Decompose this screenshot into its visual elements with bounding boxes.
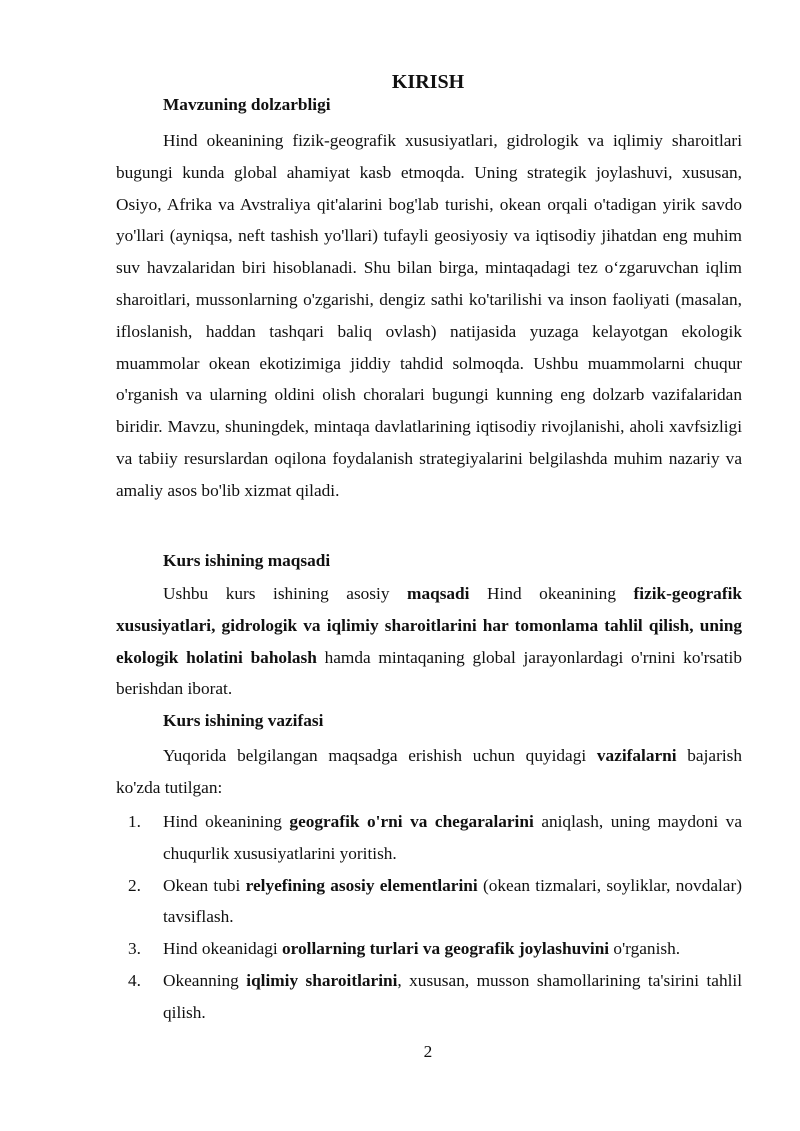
list-item-text: [163, 806, 742, 870]
list-item: [120, 870, 742, 934]
tasks-intro-text-2: bajarish ko'zda tutilgan:: [116, 746, 742, 797]
goal-heading: Kurs ishining maqsadi: [163, 551, 331, 570]
task-3-bold: orollarning turlari va geografik joylashuvini: [282, 939, 610, 959]
tasks-intro-bold: vazifalarni: [596, 746, 677, 765]
list-item: [120, 933, 742, 965]
list-item-number: 1.: [128, 812, 141, 831]
tasks-intro-paragraph: [116, 740, 742, 804]
task-3-pre: Hind okeanidagi: [163, 939, 283, 959]
page-title: KIRISH: [391, 71, 465, 93]
relevance-paragraph: Hind okeanining fizik-geografik xususiyatlari, gidrologik va iqlimiy sharoitlari bugungi kunda global ahamiyat kasb etmoqda. Uning strategik joylashuvi, xususan, Osiyo, Afrika va Avstraliya qit'alarini bog'lab turishi, okean orqali o'tadigan yirik savdo yo'llari (ayniqsa, neft tashish yo'llari) tufayli geosiyosiy va iqtisodiy jihatdan eng muhim suv havzalaridan biri hisoblanadi. Shu bilan birga, mintaqadagi tez o‘zgaruvchan iqlim sharoitlari, mussonlarning o'zgarishi, dengiz sathi ko'tarilishi va inson faoliyati (masalan, ifloslanish, haddan tashqari baliq ovlash) natijasida yuzaga kelayotgan ekologik muammolar okean ekotizimiga jiddiy tahdid solmoqda. Ushbu muammolarni chuqur o'rganish va ularning oldini olish choralari bugungi kunning eng dolzarb vazifalaridan biridir. Mavzu, shuningdek, mintaqa davlatlarining iqtisodiy rivojlanishi, aholi xavfsizligi va tabiiy resurslardan oqilona foydalanish strategiyalarini belgilashda muhim nazariy va amaliy asos bo'lib xizmat qiladi.: [116, 131, 742, 500]
task-2-post: (okean tizmalari, soyliklar, novdalar) tavsiflash.: [163, 875, 742, 927]
list-item-number: 4.: [128, 970, 141, 990]
list-item-number: 2.: [128, 875, 141, 895]
tasks-list: [120, 806, 742, 1029]
task-1-pre: Hind okeanining: [163, 812, 290, 831]
task-1-post: aniqlash, uning maydoni va chuqurlik xususiyatlarini yoritish.: [163, 812, 742, 863]
task-2-bold: relyefining asosiy elementlarini: [245, 875, 478, 895]
goal-paragraph: [116, 578, 742, 705]
goal-text-1: Ushbu kurs ishining asosiy: [163, 584, 408, 603]
task-4-post: , xususan, musson shamollarining ta'sirini tahlil qilish.: [163, 970, 742, 1022]
tasks-heading: Kurs ishining vazifasi: [163, 711, 324, 730]
list-item-text: [163, 870, 742, 934]
page-number: 2: [423, 1042, 433, 1061]
task-4-bold: iqlimiy sharoitlarini: [246, 970, 398, 990]
list-item: [120, 965, 742, 1029]
goal-bold-2: fizik-geografik xususiyatlari, gidrologik va iqlimiy sharoitlarini har tomonlama tahlil qilish, uning ekologik holatini baholash: [116, 584, 742, 667]
task-3-post: o'rganish.: [609, 939, 681, 959]
relevance-heading: Mavzuning dolzarbligi: [163, 95, 331, 114]
goal-text-2: Hind okeanining: [469, 584, 634, 603]
task-2-pre: Okean tubi: [163, 875, 246, 895]
task-4-pre: Okeanning: [163, 970, 247, 990]
list-item-text: [163, 965, 742, 1029]
tasks-intro-text-1: Yuqorida belgilangan maqsadga erishish uchun quyidagi: [163, 746, 597, 765]
task-1-bold: geografik o'rni va chegaralarini: [289, 812, 534, 831]
list-item: [120, 806, 742, 870]
list-item-text: [163, 933, 742, 965]
goal-bold-1: maqsadi: [407, 584, 470, 603]
goal-text-3: hamda mintaqaning global jarayonlardagi o'rnini ko'rsatib berishdan iborat.: [116, 647, 742, 699]
list-item-number: 3.: [128, 939, 141, 959]
